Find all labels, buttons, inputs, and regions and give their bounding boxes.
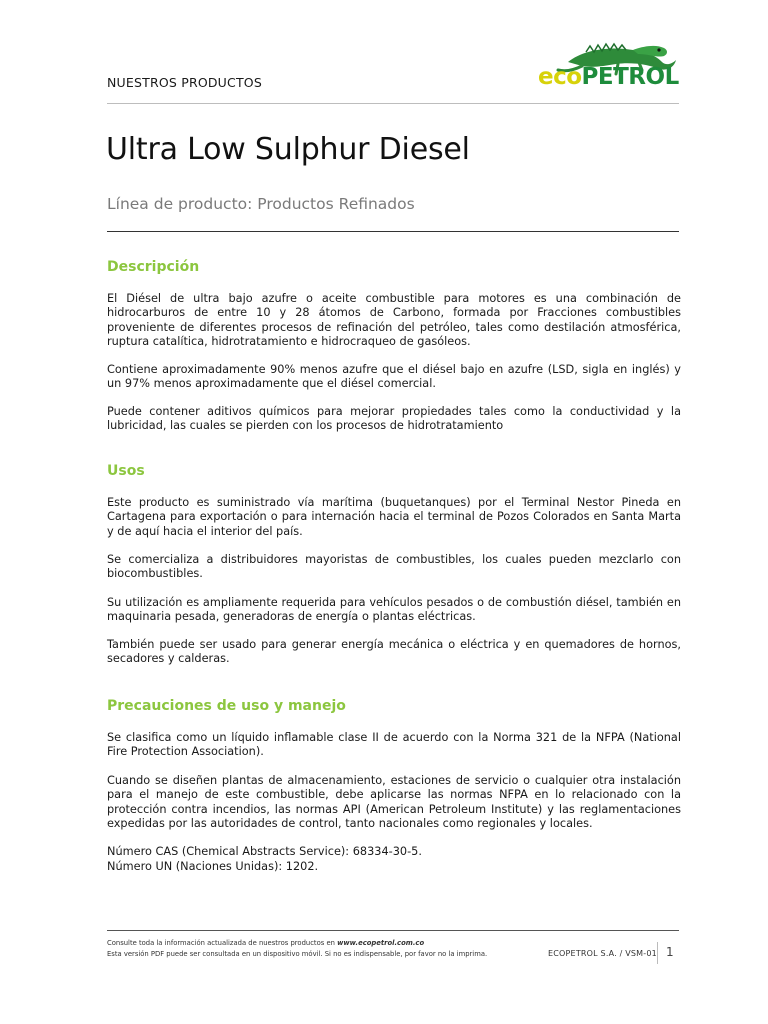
header-section-label: NUESTROS PRODUCTOS bbox=[107, 75, 262, 90]
cas-number: Número CAS (Chemical Abstracts Service): 68334-30-5. bbox=[107, 845, 422, 858]
logo-wordmark: ecoPETROL bbox=[538, 64, 679, 90]
footer-note-line1: Consulte toda la información actualizada de nuestros productos en bbox=[107, 939, 338, 947]
paragraph: También puede ser usado para generar energía mecánica o eléctrica y en quemadores de hornos, secadores y calderas. bbox=[107, 638, 681, 666]
website-link[interactable]: www.ecopetrol.com.co bbox=[337, 939, 425, 947]
paragraph: El Diésel de ultra bajo azufre o aceite combustible para motores es una combinación de hidrocarburos de entre 10 y 28 átomos de Carbono, formada por Fracciones combustibles proveniente de diferentes procesos de refinación del petróleo, tales como destilación atmosférica, ruptura catalítica, hidrotratamiento e hidrocraqueo de gasóleos. bbox=[107, 292, 681, 348]
product-line-subtitle: Línea de producto: Productos Refinados bbox=[107, 195, 415, 213]
paragraph: Se comercializa a distribuidores mayoristas de combustibles, los cuales pueden mezclarlo con biocombustibles. bbox=[107, 553, 681, 581]
page-number: 1 bbox=[666, 945, 674, 959]
paragraph: Contiene aproximadamente 90% menos azufre que el diésel bajo en azufre (LSD, sigla en inglés) y un 97% menos aproximadamente que el diésel comercial. bbox=[107, 363, 681, 391]
page-title: Ultra Low Sulphur Diesel bbox=[106, 132, 470, 167]
header-divider bbox=[107, 103, 679, 104]
un-number: Número UN (Naciones Unidas): 1202. bbox=[107, 860, 319, 873]
footer-note bbox=[107, 938, 547, 959]
paragraph: Su utilización es ampliamente requerida para vehículos pesados o de combustión diésel, también en maquinaria pesada, generadoras de energía o plantas eléctricas. bbox=[107, 596, 681, 624]
title-divider bbox=[107, 231, 679, 232]
footer-company-code: ECOPETROL S.A. / VSM-01 bbox=[548, 949, 657, 958]
paragraph: Cuando se diseñen plantas de almacenamiento, estaciones de servicio o cualquier otra instalación para el manejo de este combustible, debe aplicarse las normas NFPA en lo relacionado con la protección contra incendios, las normas API (American Petroleum Institute) y las reglamentaciones expedidas por las autoridades de control, tanto nacionales como regionales y locales. bbox=[107, 774, 681, 830]
paragraph: Se clasifica como un líquido inflamable clase II de acuerdo con la Norma 321 de la NFPA (National Fire Protection Association). bbox=[107, 731, 681, 759]
ecopetrol-logo bbox=[538, 40, 684, 100]
footer-note-line2: Esta versión PDF puede ser consultada en un dispositivo móvil. Si no es indispensable, por favor no la imprima. bbox=[107, 949, 488, 958]
section-heading-usos: Usos bbox=[107, 463, 145, 479]
section-heading-descripcion: Descripción bbox=[107, 259, 200, 275]
paragraph: Este producto es suministrado vía marítima (buquetanques) por el Terminal Nestor Pineda en Cartagena para exportación o para internación hacia el terminal de Pozos Colorados en Santa Marta y de aquí hacia el interior del país. bbox=[107, 496, 681, 538]
section-heading-precauciones: Precauciones de uso y manejo bbox=[107, 698, 346, 714]
footer-separator bbox=[657, 942, 658, 964]
footer-divider bbox=[107, 930, 679, 931]
paragraph: Puede contener aditivos químicos para mejorar propiedades tales como la conductividad y la lubricidad, las cuales se pierden con los procesos de hidrotratamiento bbox=[107, 405, 681, 433]
